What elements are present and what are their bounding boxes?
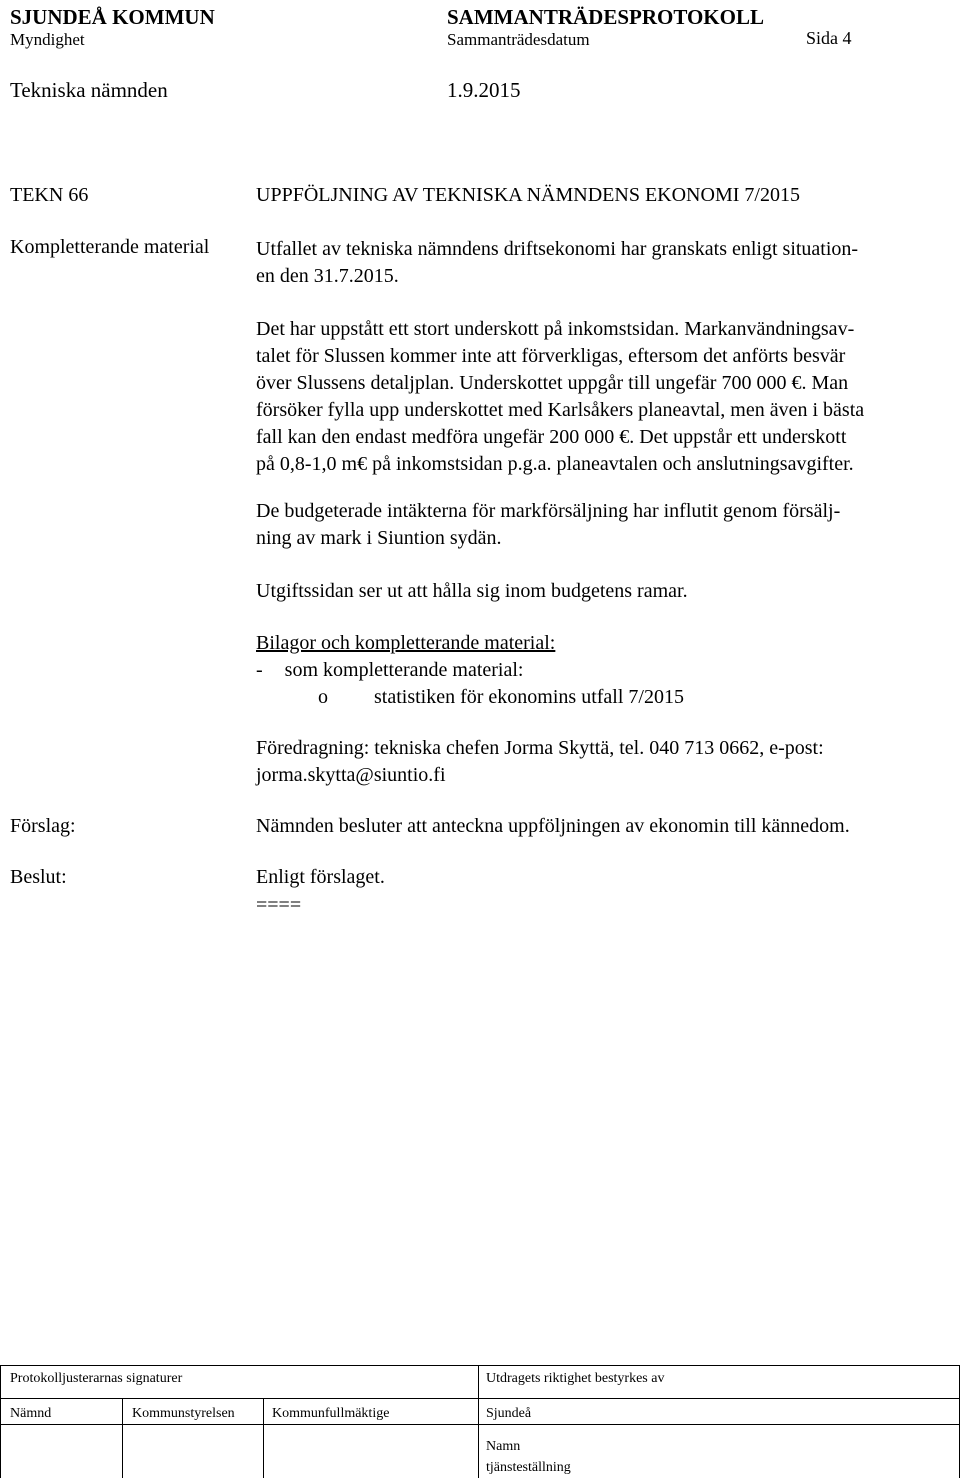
footer-divider-2	[263, 1398, 264, 1478]
decision-text: Enligt förslaget.	[256, 866, 385, 888]
text-line: talet för Slussen kommer inte att förverkligas, eftersom det anförts besvär	[256, 345, 846, 367]
proposal-label: Förslag:	[10, 815, 76, 837]
paragraph-land-sales	[256, 498, 956, 552]
attachment-subline	[256, 684, 956, 711]
footer-divider-1	[122, 1398, 123, 1478]
authority-name: Tekniska nämnden	[10, 78, 168, 102]
footer-mid-rule	[0, 1398, 960, 1399]
decision-label: Beslut:	[10, 866, 67, 888]
footer-lower-rule	[0, 1424, 960, 1425]
footer-col-kommunfullmaktige: Kommunfullmäktige	[272, 1406, 390, 1421]
footer-col-namnd: Nämnd	[10, 1406, 52, 1421]
doc-type: SAMMANTRÄDESPROTOKOLL	[447, 5, 764, 29]
attachments-section	[256, 630, 956, 711]
email-link[interactable]: jorma.skytta@siuntio.fi	[256, 764, 446, 786]
text-line: försöker fylla upp underskottet med Karlsåkers planeavtal, men även i bästa	[256, 399, 865, 421]
certification-label: Utdragets riktighet bestyrkes av	[486, 1371, 665, 1386]
text-line: över Slussens detaljplan. Underskottet uppgår till ungefär 700 000 €. Man	[256, 372, 849, 394]
org-name: SJUNDEÅ KOMMUN	[10, 5, 215, 29]
footer-col-kommunstyrelsen: Kommunstyrelsen	[132, 1406, 235, 1421]
footer-position-label: tjänsteställning	[486, 1460, 571, 1475]
text-line: De budgeterade intäkterna för markförsäljning har influtit genom försälj-	[256, 500, 841, 522]
attachments-heading: Bilagor och kompletterande material:	[256, 632, 556, 654]
bullet-marker: o	[318, 686, 328, 708]
footer-center-divider	[478, 1365, 479, 1478]
authority-label: Myndighet	[10, 30, 85, 49]
footer-col-sjundea: Sjundeå	[486, 1406, 532, 1421]
proposal-text: Nämnden besluter att anteckna uppföljningen av ekonomin till kännedom.	[256, 815, 850, 837]
text-line: Det har uppstått ett stort underskott på inkomstsidan. Markanvändningsav-	[256, 318, 855, 340]
dash-marker: -	[256, 659, 263, 681]
text-line: en den 31.7.2015.	[256, 265, 399, 287]
text-line: fall kan den endast medföra ungefär 200 000 €. Det uppstår ett underskott	[256, 426, 847, 448]
paragraph-expenses	[256, 578, 956, 605]
presenter-section	[256, 735, 956, 789]
text-line: Utfallet av tekniska nämndens driftsekonomi har granskats enligt situation-	[256, 238, 859, 260]
item-title: UPPFÖLJNING AV TEKNISKA NÄMNDENS EKONOMI 7/2015	[256, 184, 800, 206]
attachment-text: statistiken för ekonomins utfall 7/2015	[374, 686, 684, 708]
text-line: Utgiftssidan ser ut att hålla sig inom budgetens ramar.	[256, 580, 688, 602]
attachment-text: som kompletterande material:	[284, 659, 524, 681]
paragraph-summary	[256, 236, 956, 290]
footer-left-border	[0, 1365, 1, 1478]
end-marker: ====	[256, 894, 302, 916]
meeting-date: 1.9.2015	[447, 78, 521, 102]
attachment-line	[256, 657, 956, 684]
signatures-label: Protokolljusterarnas signaturer	[10, 1371, 183, 1386]
footer-top-rule	[0, 1365, 960, 1366]
date-label: Sammanträdesdatum	[447, 30, 590, 49]
text-line: ning av mark i Siuntion sydän.	[256, 527, 502, 549]
item-number: TEKN 66	[10, 184, 89, 206]
text-line: Föredragning: tekniska chefen Jorma Skyttä, tel. 040 713 0662, e-post:	[256, 737, 824, 759]
page-number: Sida 4	[806, 28, 852, 48]
footer-name-label: Namn	[486, 1439, 521, 1454]
side-label-material: Kompletterande material	[10, 236, 210, 258]
text-line: på 0,8-1,0 m€ på inkomstsidan p.g.a. planeavtalen och anslutningsavgifter.	[256, 453, 854, 475]
paragraph-deficit	[256, 316, 956, 478]
